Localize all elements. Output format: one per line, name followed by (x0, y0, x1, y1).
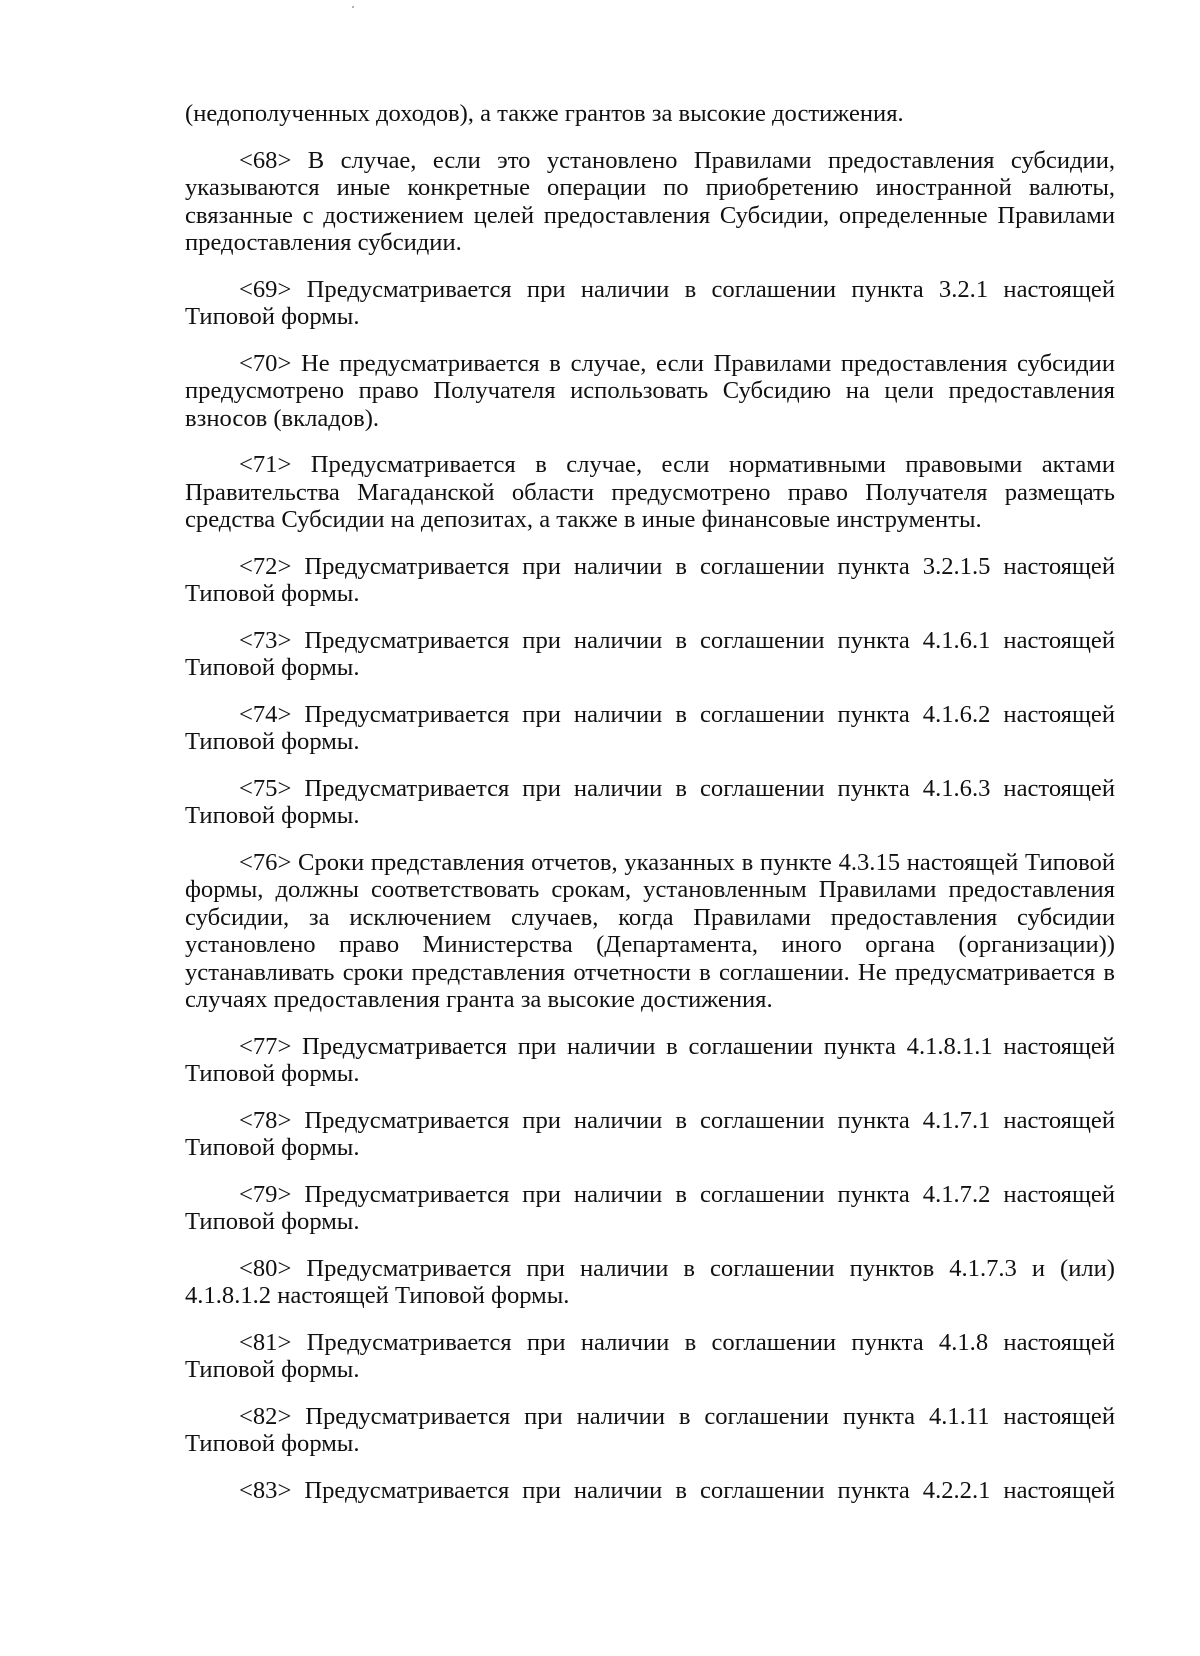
footnote-82: <82> Предусматривается при наличии в соглашении пункта 4.1.11 настоящей Типовой формы. (185, 1402, 1115, 1457)
footnote-77: <77> Предусматривается при наличии в соглашении пункта 4.1.8.1.1 настоящей Типовой формы. (185, 1032, 1115, 1087)
footnote-74: <74> Предусматривается при наличии в соглашении пункта 4.1.6.2 настоящей Типовой формы. (185, 700, 1115, 755)
footnote-83: <83> Предусматривается при наличии в соглашении пункта 4.2.2.1 настоящей (239, 1476, 1115, 1504)
footnote-73: <73> Предусматривается при наличии в соглашении пункта 4.1.6.1 настоящей Типовой формы. (185, 626, 1115, 681)
footnote-69: <69> Предусматривается при наличии в соглашении пункта 3.2.1 настоящей Типовой формы. (185, 275, 1115, 330)
scan-dot (352, 6, 354, 8)
paragraph-continuation: (недополученных доходов), а также грантов за высокие достижения. (185, 100, 904, 127)
footnote-80: <80> Предусматривается при наличии в соглашении пунктов 4.1.7.3 и (или) 4.1.8.1.2 настоящей Типовой формы. (185, 1254, 1115, 1309)
footnote-68: <68> В случае, если это установлено Правилами предоставления субсидии, указываются иные конкретные операции по приобретению иностранной валюты, связанные с достижением целей предоставления Субсидии, определенные Правилами предоставления субсидии. (185, 146, 1115, 256)
footnote-76: <76> Сроки представления отчетов, указанных в пункте 4.3.15 настоящей Типовой формы, должны соответствовать срокам, установленным Правилами предоставления субсидии, за исключением случаев, когда Правилами предоставления субсидии установлено право Министерства (Департамента, иного органа (организации)) устанавливать сроки представления отчетности в соглашении. Не предусматривается в случаях предоставления гранта за высокие достижения. (185, 848, 1115, 1013)
footnote-71: <71> Предусматривается в случае, если нормативными правовыми актами Правительства Магаданской области предусмотрено право Получателя размещать средства Субсидии на депозитах, а также в иные финансовые инструменты. (185, 451, 1115, 533)
footnote-78: <78> Предусматривается при наличии в соглашении пункта 4.1.7.1 настоящей Типовой формы. (185, 1106, 1115, 1161)
footnote-81: <81> Предусматривается при наличии в соглашении пункта 4.1.8 настоящей Типовой формы. (185, 1328, 1115, 1383)
document-body (185, 100, 1115, 1504)
footnote-70: <70> Не предусматривается в случае, если Правилами предоставления субсидии предусмотрено право Получателя использовать Субсидию на цели предоставления взносов (вкладов). (185, 349, 1115, 432)
footnote-79: <79> Предусматривается при наличии в соглашении пункта 4.1.7.2 настоящей Типовой формы. (185, 1180, 1115, 1235)
footnote-75: <75> Предусматривается при наличии в соглашении пункта 4.1.6.3 настоящей Типовой формы. (185, 774, 1115, 829)
footnote-72: <72> Предусматривается при наличии в соглашении пункта 3.2.1.5 настоящей Типовой формы. (185, 552, 1115, 607)
